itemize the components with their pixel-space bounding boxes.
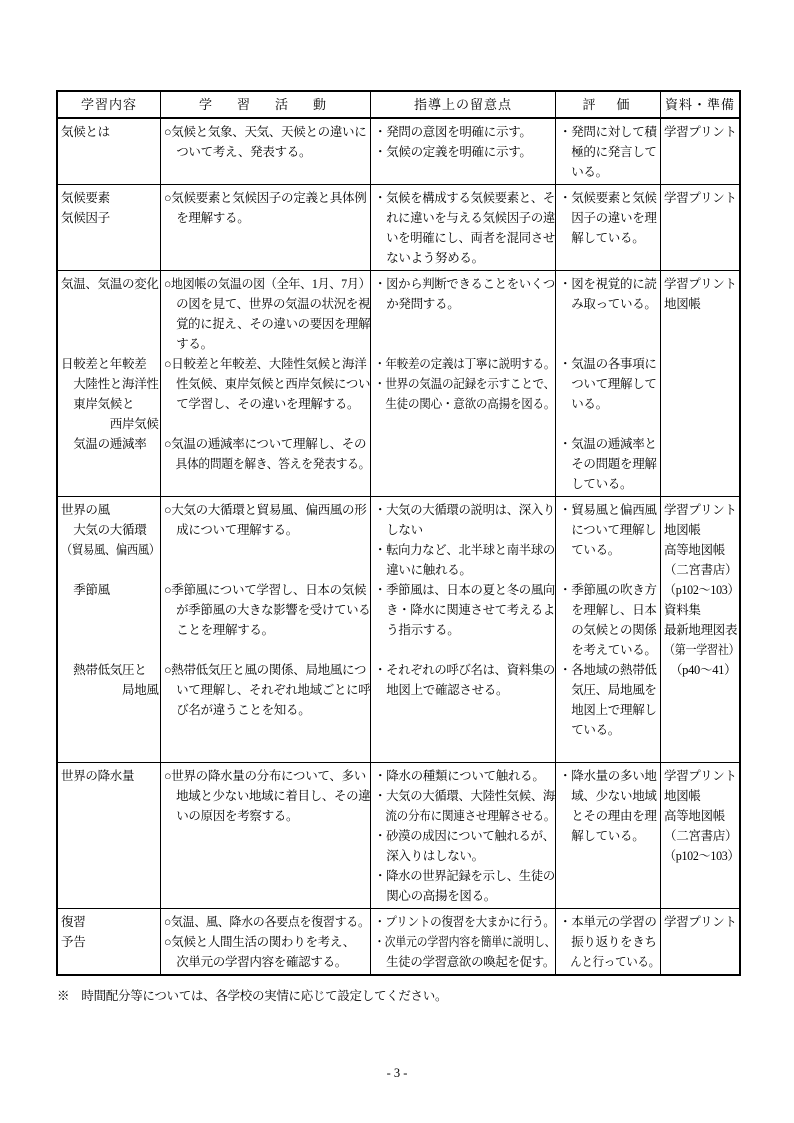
text-line: ・それぞれの呼び名は、資料集の — [374, 663, 556, 677]
cell-evaluation — [556, 909, 661, 974]
text-line: ○大気の大循環と貿易風、偏西風の形 — [164, 503, 367, 517]
table-row — [58, 497, 739, 763]
text-line: ○熱帯低気圧と風の関係、局地風につ — [164, 663, 367, 677]
cell-notes — [371, 185, 556, 270]
page-number: - 3 - — [386, 1066, 408, 1080]
text-line: を考えている。 — [559, 643, 657, 657]
text-line: 学習プリント — [664, 125, 737, 139]
cell-materials — [661, 763, 739, 908]
text-line: ・降水量の多い地 — [559, 769, 657, 783]
text-line: ・貿易風と偏西風 — [559, 503, 657, 517]
column-header-notes: 指導上の留意点 — [371, 92, 556, 117]
text-line: ・季節風の吹き方 — [559, 583, 657, 597]
cell-materials — [661, 497, 739, 762]
text-line: ・気候の定義を明確に示す。 — [374, 145, 532, 159]
text-line: ・大気の大循環、大陸性気候、海 — [374, 789, 556, 803]
text-line: （p40～41） — [664, 663, 737, 677]
text-line: 地図帳 — [664, 523, 701, 537]
text-line — [61, 620, 160, 640]
text-line: 学習プリント — [664, 191, 737, 205]
text-line — [61, 640, 160, 660]
text-line: する。 — [164, 337, 213, 351]
cell-materials — [661, 185, 739, 270]
text-line — [374, 334, 555, 354]
cell-materials — [661, 271, 739, 496]
text-line: か発問する。 — [374, 297, 460, 311]
text-line: 因子の違いを理 — [559, 211, 657, 225]
text-line: 解している。 — [559, 231, 645, 245]
text-line: （p102～103） — [664, 849, 739, 863]
text-line: ・本単元の学習の — [559, 915, 657, 929]
text-line — [559, 314, 660, 334]
text-line: ・気候要素と気候 — [559, 191, 657, 205]
text-line: を理解し、日本 — [559, 603, 657, 617]
text-line: 違いに触れる。 — [374, 563, 472, 577]
text-line: ○日較差と年較差、大陸性気候と海洋 — [164, 357, 367, 371]
text-line: を理解する。 — [164, 211, 250, 225]
cell-evaluation — [556, 185, 661, 270]
text-line — [164, 640, 370, 660]
text-line: 熱帯低気圧と — [61, 663, 147, 677]
text-line: 気圧、局地風を — [559, 683, 657, 697]
cell-content — [58, 763, 161, 908]
text-line — [61, 294, 160, 314]
text-line: 地図上で理解し — [559, 703, 657, 717]
table-row — [58, 763, 739, 909]
text-line: ○気候と人間生活の関わりを考え、 — [164, 935, 356, 949]
cell-activities — [161, 119, 371, 184]
text-line: 地図帳 — [664, 297, 701, 311]
text-line: 気温、気温の変化 — [61, 277, 159, 291]
text-line: 最新地理図表 — [664, 623, 738, 637]
text-line: （貿易風、偏西風） — [61, 543, 160, 557]
text-line: ・降水の種類について触れる。 — [374, 769, 545, 783]
text-line: 地図上で確認させる。 — [374, 683, 509, 697]
text-line: ・発問に対して積 — [559, 125, 657, 139]
text-line — [559, 334, 660, 354]
text-line: 地図帳 — [664, 789, 701, 803]
text-line: 学習プリント — [664, 503, 737, 517]
text-line: いて理解し、それぞれ地域ごとに呼 — [164, 683, 371, 697]
text-line: 生徒の学習意欲の喚起を促す。 — [374, 955, 556, 969]
text-line: 高等地図帳 — [664, 809, 726, 823]
text-line — [559, 740, 660, 760]
text-line: み取っている。 — [559, 297, 657, 311]
table-row — [58, 909, 739, 974]
cell-notes — [371, 909, 556, 974]
text-line: 高等地図帳 — [664, 543, 726, 557]
text-line: 気候要素 — [61, 191, 110, 205]
text-line: 西岸気候 — [61, 417, 159, 431]
cell-evaluation — [556, 497, 661, 762]
cell-materials — [661, 909, 739, 974]
text-line: ・大気の大循環の説明は、深入り — [374, 503, 556, 517]
text-line: ・発問の意図を明確に示す。 — [374, 125, 532, 139]
cell-content — [58, 909, 161, 974]
text-line — [61, 334, 160, 354]
text-line: ○気候と気象、天気、天候との違いに — [164, 125, 367, 139]
text-line: いる。 — [559, 165, 608, 179]
cell-content — [58, 271, 161, 496]
text-line: 学習プリント — [664, 277, 737, 291]
table-row — [58, 271, 739, 497]
footnote: ※ 時間配分等については、各学校の実情に応じて設定してください。 — [57, 989, 448, 1003]
text-line: 気候因子 — [61, 211, 110, 225]
text-line: 大陸性と海洋性 — [61, 377, 159, 391]
text-line: ないよう努める。 — [374, 251, 484, 265]
text-line: が季節風の大きな影響を受けている — [164, 603, 371, 617]
column-header-activities: 学 習 活 動 — [161, 92, 371, 117]
cell-notes — [371, 119, 556, 184]
text-line: ・プリントの復習を大まかに行う。 — [374, 915, 555, 929]
text-line: ・世界の気温の記録を示すことで、 — [374, 377, 555, 391]
column-header-content: 学習内容 — [58, 92, 161, 117]
text-line — [164, 560, 370, 580]
column-header-evaluation: 評 価 — [556, 92, 661, 117]
text-line: 世界の風 — [61, 503, 110, 517]
text-line — [164, 414, 370, 434]
cell-materials — [661, 119, 739, 184]
text-line: ○気候要素と気候因子の定義と具体例 — [164, 191, 367, 205]
cell-evaluation — [556, 271, 661, 496]
text-line — [559, 414, 660, 434]
text-line: 関心の高揚を図る。 — [374, 889, 497, 903]
text-line: について理解し — [559, 523, 657, 537]
text-line: 気温の逓減率 — [61, 437, 147, 451]
text-line: （二宮書店） — [664, 829, 738, 843]
cell-activities — [161, 497, 371, 762]
cell-notes — [371, 497, 556, 762]
text-line: ・各地域の熱帯低 — [559, 663, 657, 677]
text-line: 生徒の関心・意欲の高揚を図る。 — [374, 397, 556, 411]
text-line: 東岸気候と — [61, 397, 135, 411]
text-line: 振り返りをきち — [559, 935, 657, 949]
text-line: ・年較差の定義は丁寧に説明する。 — [374, 357, 556, 371]
text-line: 流の分布に関連させ理解させる。 — [374, 809, 556, 823]
text-line: 覚的に捉え、その違いの要因を理解 — [164, 317, 371, 331]
cell-activities — [161, 271, 371, 496]
text-line — [559, 560, 660, 580]
text-line: び名が違うことを知る。 — [164, 703, 311, 717]
text-line: 世界の降水量 — [61, 769, 135, 783]
text-line: 学習プリント — [664, 915, 737, 929]
text-line: ・季節風は、日本の夏と冬の風向 — [374, 583, 556, 597]
text-line: 解している。 — [559, 829, 645, 843]
text-line: している。 — [559, 477, 633, 491]
text-line — [164, 540, 370, 560]
text-line: 資料集 — [664, 603, 701, 617]
text-line: ・砂漠の成因について触れるが、 — [374, 829, 555, 843]
text-line: ・気温の逓減率と — [559, 437, 657, 451]
text-line: いる。 — [559, 397, 608, 411]
text-line: 地域と少ない地域に着目し、その違 — [164, 789, 371, 803]
text-line: ・転向力など、北半球と南半球の — [374, 543, 556, 557]
text-line: 学習プリント — [664, 769, 737, 783]
text-line: ○気温、風、降水の各要点を復習する。 — [164, 915, 370, 929]
text-line: （p102～103） — [664, 583, 739, 597]
text-line: ・気温の各事項に — [559, 357, 657, 371]
cell-activities — [161, 763, 371, 908]
text-line: 予告 — [61, 935, 86, 949]
text-line — [61, 560, 160, 580]
text-line: ついて理解して — [559, 377, 657, 391]
text-line: き・降水に関連させて考えるよ — [374, 603, 556, 617]
text-line: ている。 — [559, 543, 621, 557]
text-line: 深入りはしない。 — [374, 849, 484, 863]
cell-activities — [161, 909, 371, 974]
cell-notes — [371, 271, 556, 496]
text-line: 域、少ない地域 — [559, 789, 657, 803]
text-line: ・図を視覚的に読 — [559, 277, 657, 291]
cell-content — [58, 185, 161, 270]
text-line: 気候とは — [61, 125, 110, 139]
text-line: ・次単元の学習内容を簡単に説明し、 — [374, 935, 556, 949]
text-line: 具体的問題を解き、答えを発表する。 — [164, 457, 371, 471]
text-line: （第一学習社） — [664, 643, 739, 657]
text-line: の気候との関係 — [559, 623, 657, 637]
lesson-plan-table — [56, 90, 741, 976]
text-line: いを明確にし、両者を混同させ — [374, 231, 556, 245]
text-line — [374, 314, 555, 334]
text-line: ・降水の世界記録を示し、生徒の — [374, 869, 556, 883]
text-line: んと行っている。 — [559, 955, 660, 969]
text-line: 季節風 — [61, 583, 110, 597]
text-line: て学習し、その違いを理解する。 — [164, 397, 360, 411]
text-line: 成について理解する。 — [164, 523, 298, 537]
text-line: いの原因を考察する。 — [164, 809, 299, 823]
text-line: 日較差と年較差 — [61, 357, 147, 371]
cell-evaluation — [556, 119, 661, 184]
text-line: の図を見て、世界の気温の状況を視 — [164, 297, 371, 311]
cell-notes — [371, 763, 556, 908]
text-line: ・図から判断できることをいくつ — [374, 277, 556, 291]
table-row — [58, 185, 739, 271]
column-header-materials: 資料・準備 — [664, 97, 735, 112]
text-line: ○地図帳の気温の図（全年、1月、7月） — [164, 277, 371, 291]
text-line: う指示する。 — [374, 623, 460, 637]
text-line: 性気候、東岸気候と西岸気候につい — [164, 377, 371, 391]
text-line: 局地風 — [61, 683, 159, 697]
text-line: 復習 — [61, 915, 86, 929]
text-line: ついて考え、発表する。 — [164, 145, 312, 159]
cell-activities — [161, 185, 371, 270]
cell-content — [58, 497, 161, 762]
table-header-row — [58, 92, 739, 119]
text-line — [61, 600, 160, 620]
text-line: 大気の大循環 — [61, 523, 147, 537]
text-line: その問題を理解 — [559, 457, 657, 471]
text-line: れに違いを与える気候因子の違 — [374, 211, 556, 225]
text-line: 次単元の学習内容を確認する。 — [164, 955, 348, 969]
text-line: ・気候を構成する気候要素と、そ — [374, 191, 556, 205]
text-line: しない — [374, 523, 423, 537]
table-row — [58, 119, 739, 185]
text-line: ○気温の逓減率について理解し、その — [164, 437, 367, 451]
text-line: ○世界の降水量の分布について、多い — [164, 769, 366, 783]
cell-evaluation — [556, 763, 661, 908]
cell-content — [58, 119, 161, 184]
text-line: とその理由を理 — [559, 809, 657, 823]
text-line: ことを理解する。 — [164, 623, 274, 637]
text-line — [374, 640, 555, 660]
text-line: 極的に発言して — [559, 145, 657, 159]
text-line: ○季節風について学習し、日本の気候 — [164, 583, 367, 597]
text-line — [61, 314, 160, 334]
text-line: ている。 — [559, 723, 621, 737]
text-line: （二宮書店） — [664, 563, 738, 577]
